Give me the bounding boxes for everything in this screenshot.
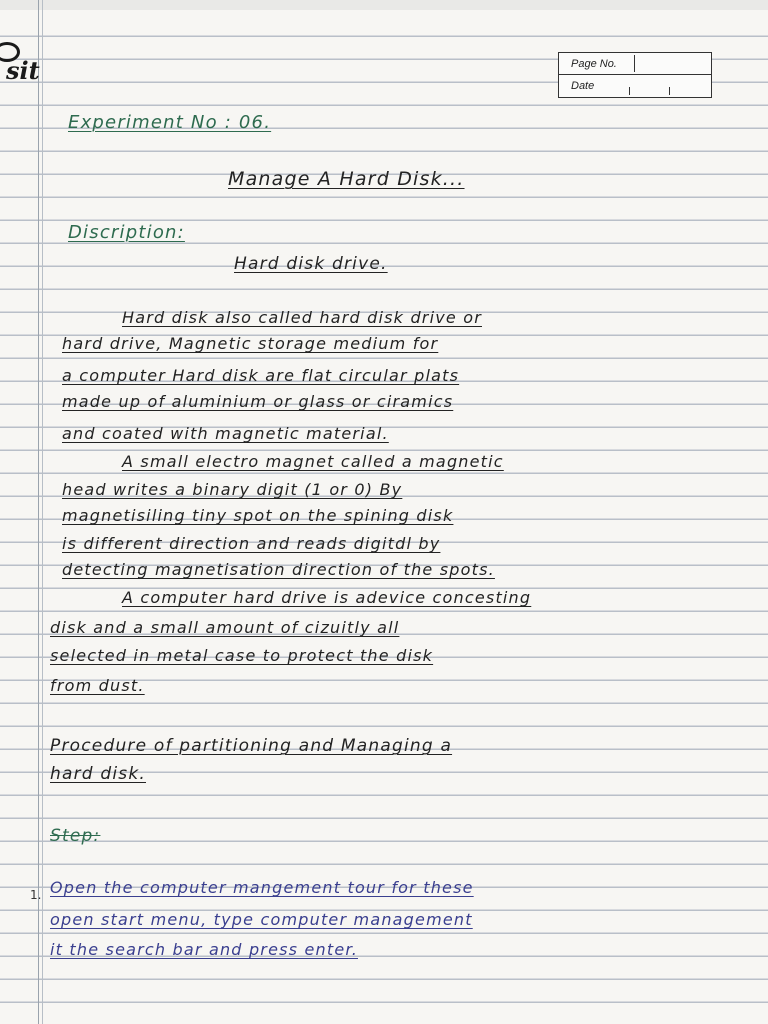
paragraph-line: A small electro magnet called a magnetic bbox=[122, 452, 504, 471]
top-band bbox=[0, 0, 768, 10]
step-number: 1. bbox=[30, 888, 42, 902]
paragraph-line: head writes a binary digit (1 or 0) By bbox=[62, 480, 403, 499]
paragraph-line: made up of aluminium or glass or ciramics bbox=[62, 392, 454, 411]
margin-line bbox=[38, 0, 39, 1024]
margin-line-inner bbox=[42, 0, 43, 1024]
date-tick bbox=[669, 87, 670, 95]
paragraph-line: magnetisiling tiny spot on the spining disk bbox=[62, 506, 454, 525]
paragraph-line: disk and a small amount of cizuitly all bbox=[50, 618, 400, 637]
paragraph-line: a computer Hard disk are flat circular plats bbox=[62, 366, 460, 385]
description-subheading: Hard disk drive. bbox=[234, 254, 388, 274]
page-date-box bbox=[558, 52, 712, 98]
date-label: Date bbox=[571, 80, 595, 92]
date-tick bbox=[629, 87, 630, 95]
paragraph-line: detecting magnetisation direction of the spots. bbox=[62, 560, 495, 579]
page-no-label: Page No. bbox=[571, 58, 617, 70]
step-line: it the search bar and press enter. bbox=[50, 940, 358, 959]
procedure-heading: hard disk. bbox=[50, 764, 146, 784]
paragraph-line: from dust. bbox=[50, 676, 145, 695]
paragraph-line: and coated with magnetic material. bbox=[62, 424, 389, 443]
page-no-row bbox=[559, 53, 711, 75]
steps-heading: Step: bbox=[50, 826, 101, 846]
aim-title: Manage A Hard Disk... bbox=[228, 168, 465, 190]
paragraph-line: hard drive, Magnetic storage medium for bbox=[62, 334, 439, 353]
paragraph-line: A computer hard drive is adevice concesting bbox=[122, 588, 532, 607]
paragraph-line: is different direction and reads digitdl by bbox=[62, 534, 441, 553]
date-row bbox=[559, 75, 711, 96]
paragraph-line: Hard disk also called hard disk drive or bbox=[122, 308, 482, 327]
experiment-title: Experiment No : 06. bbox=[68, 112, 272, 133]
paragraph-line: selected in metal case to protect the disk bbox=[50, 646, 434, 665]
step-line: Open the computer mangement tour for these bbox=[50, 878, 474, 897]
description-heading: Discription: bbox=[68, 222, 185, 243]
step-line: open start menu, type computer management bbox=[50, 910, 473, 929]
page-no-separator bbox=[634, 55, 635, 72]
procedure-heading: Procedure of partitioning and Managing a bbox=[50, 736, 453, 756]
logo: sit bbox=[6, 56, 40, 85]
